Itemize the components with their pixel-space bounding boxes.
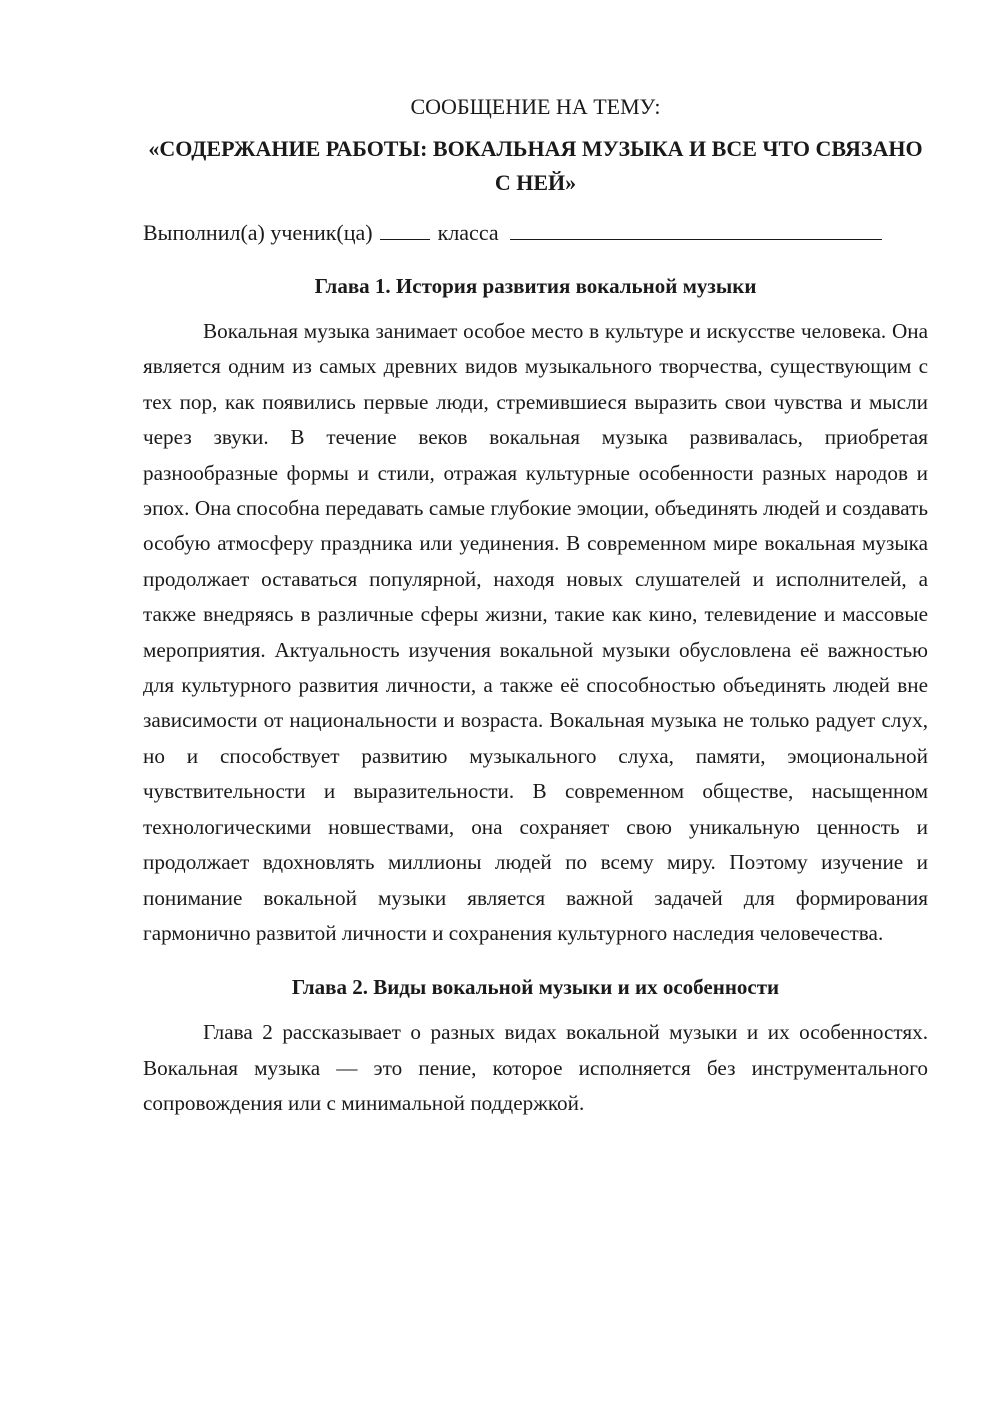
name-blank[interactable]: [510, 217, 882, 240]
student-prefix: Выполнил(а) ученик(ца): [143, 220, 373, 245]
document-title: «СОДЕРЖАНИЕ РАБОТЫ: ВОКАЛЬНАЯ МУЗЫКА И ВСЕ ЧТО СВЯЗАНО С НЕЙ»: [148, 136, 923, 195]
document-page: [143, 92, 928, 1122]
chapter-2-paragraph: Глава 2 рассказывает о разных видах вокальной музыки и их особенностях. Вокальная музыка — это пение, которое исполняется без инструментального сопровождения или с минимальной поддержкой.: [143, 1020, 928, 1116]
chapter-1-paragraph: Вокальная музыка занимает особое место в культуре и искусстве человека. Она является одним из самых древних видов музыкального творчества, существующим с тех пор, как появились первые люди, стремившиеся выразить свои чувства и мысли через звуки. В течение веков вокальная музыка развивалась, приобретая разнообразные формы и стили, отражая культурные особенности разных народов и эпох. Она способна передавать самые глубокие эмоции, объединять людей и создавать особую атмосферу праздника или уединения. В современном мире вокальная музыка продолжает оставаться популярной, находя новых слушателей и исполнителей, а также внедряясь в различные сферы жизни, такие как кино, телевидение и массовые мероприятия. Актуальность изучения вокальной музыки обусловлена её важностью для культурного развития личности, а также её способностью объединять людей вне зависимости от национальности и возраста. Вокальная музыка не только радует слух, но и способствует развитию музыкального слуха, памяти, эмоциональной чувствительности и выразительности. В современном обществе, насыщенном технологическими новшествами, она сохраняет свою уникальную ценность и продолжает вдохновлять миллионы людей по всему миру. Поэтому изучение и понимание вокальной музыки является важной задачей для формирования гармонично развитой личности и сохранения культурного наследия человечества.: [143, 319, 928, 945]
grade-label: класса: [437, 220, 499, 245]
chapter-2-heading: Глава 2. Виды вокальной музыки и их особенности: [291, 975, 780, 1000]
grade-blank[interactable]: [380, 217, 430, 240]
topic-heading: СООБЩЕНИЕ НА ТЕМУ:: [410, 94, 661, 119]
student-info-line: [143, 216, 928, 250]
chapter-1-heading: Глава 1. История развития вокальной музыки: [314, 274, 757, 298]
